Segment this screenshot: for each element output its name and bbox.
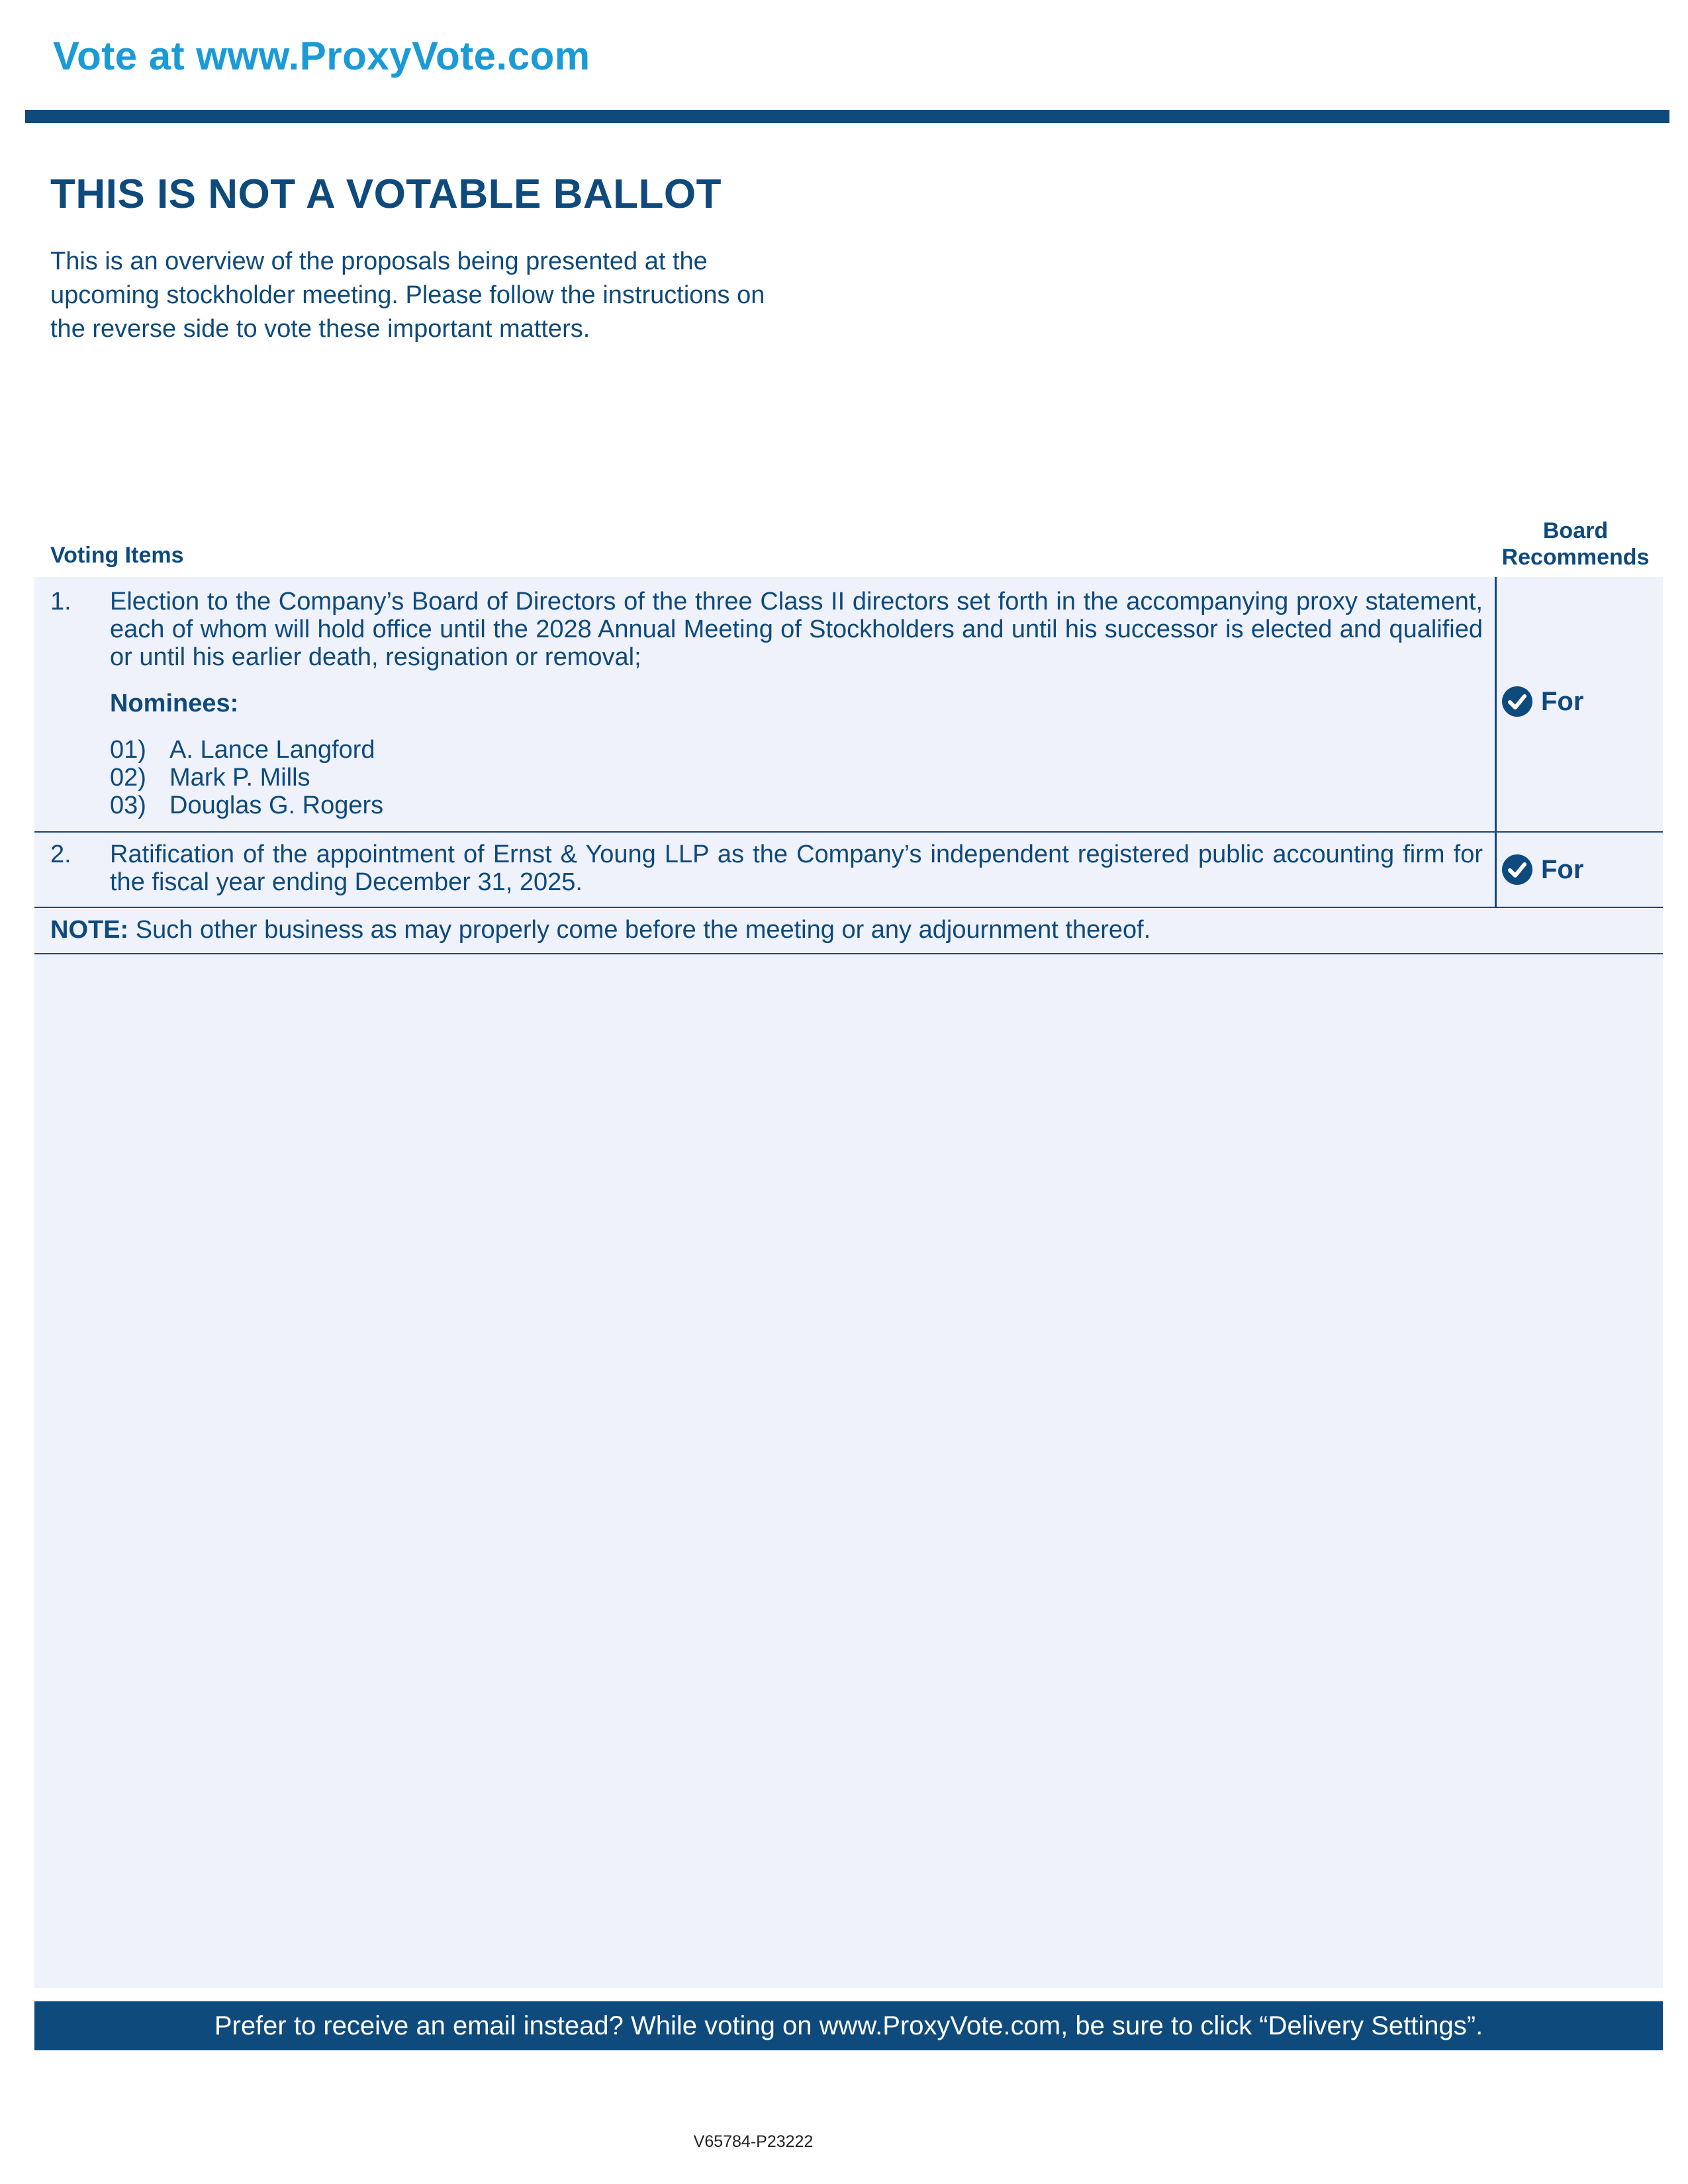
nominee-number: 02) — [110, 764, 146, 792]
nominee-name: Douglas G. Rogers — [169, 792, 384, 819]
voting-items-header: Voting Items — [50, 543, 184, 568]
row-divider — [34, 831, 1663, 833]
intro-line: This is an overview of the proposals being presented at the — [50, 248, 708, 275]
intro-paragraph — [50, 245, 845, 346]
check-circle-icon — [1501, 686, 1533, 717]
item-1-recommendation — [1500, 686, 1663, 717]
footer-banner — [34, 2001, 1663, 2050]
board-header-line: Recommends — [1501, 545, 1650, 570]
page-title: THIS IS NOT A VOTABLE BALLOT — [50, 171, 722, 217]
note-label: NOTE: — [50, 916, 129, 944]
item-1-text: Election to the Company’s Board of Directors of the three Class II directors set forth in the accompanying proxy statement, each of whom will hold office until the 2028 Annual Meeting of Stockholders and until his successor is elected and qualified or until his earlier death, resignation or removal; — [110, 588, 1483, 671]
row-divider — [34, 953, 1663, 954]
intro-line: upcoming stockholder meeting. Please follow the instructions on — [50, 281, 765, 309]
item-1-number: 1. — [50, 588, 71, 615]
nominee-name: A. Lance Langford — [169, 736, 375, 764]
board-recommends-header — [1483, 518, 1668, 570]
nominee-row — [110, 736, 375, 764]
column-divider — [1495, 577, 1497, 908]
recommendation-label: For — [1541, 854, 1584, 884]
nominee-row — [110, 792, 383, 819]
nominee-number: 01) — [110, 736, 146, 764]
footer-banner-text: Prefer to receive an email instead? While voting on www.ProxyVote.com, be sure to click “Delivery Settings”. — [214, 2011, 1483, 2040]
nominee-name: Mark P. Mills — [169, 764, 310, 792]
note-text: Such other business as may properly come before the meeting or any adjournment thereof. — [128, 916, 1151, 944]
board-header-line: Board — [1542, 518, 1609, 543]
document-code: V65784-P23222 — [693, 2132, 814, 2151]
note-line — [50, 916, 1150, 944]
row-divider — [34, 907, 1663, 908]
nominees-label: Nominees: — [110, 690, 239, 717]
item-2-recommendation — [1500, 854, 1663, 886]
nominee-row — [110, 764, 310, 792]
recommendation-label: For — [1541, 686, 1584, 716]
vote-url-heading[interactable]: Vote at www.ProxyVote.com — [53, 34, 590, 78]
item-2-text: Ratification of the appointment of Ernst & Young LLP as the Company’s independent registered public accounting firm for the fiscal year ending December 31, 2025. — [110, 841, 1483, 896]
nominee-number: 03) — [110, 792, 146, 819]
intro-line: the reverse side to vote these important matters. — [50, 315, 590, 343]
check-circle-icon — [1501, 854, 1533, 886]
top-rule — [25, 110, 1669, 123]
item-2-number: 2. — [50, 841, 71, 868]
